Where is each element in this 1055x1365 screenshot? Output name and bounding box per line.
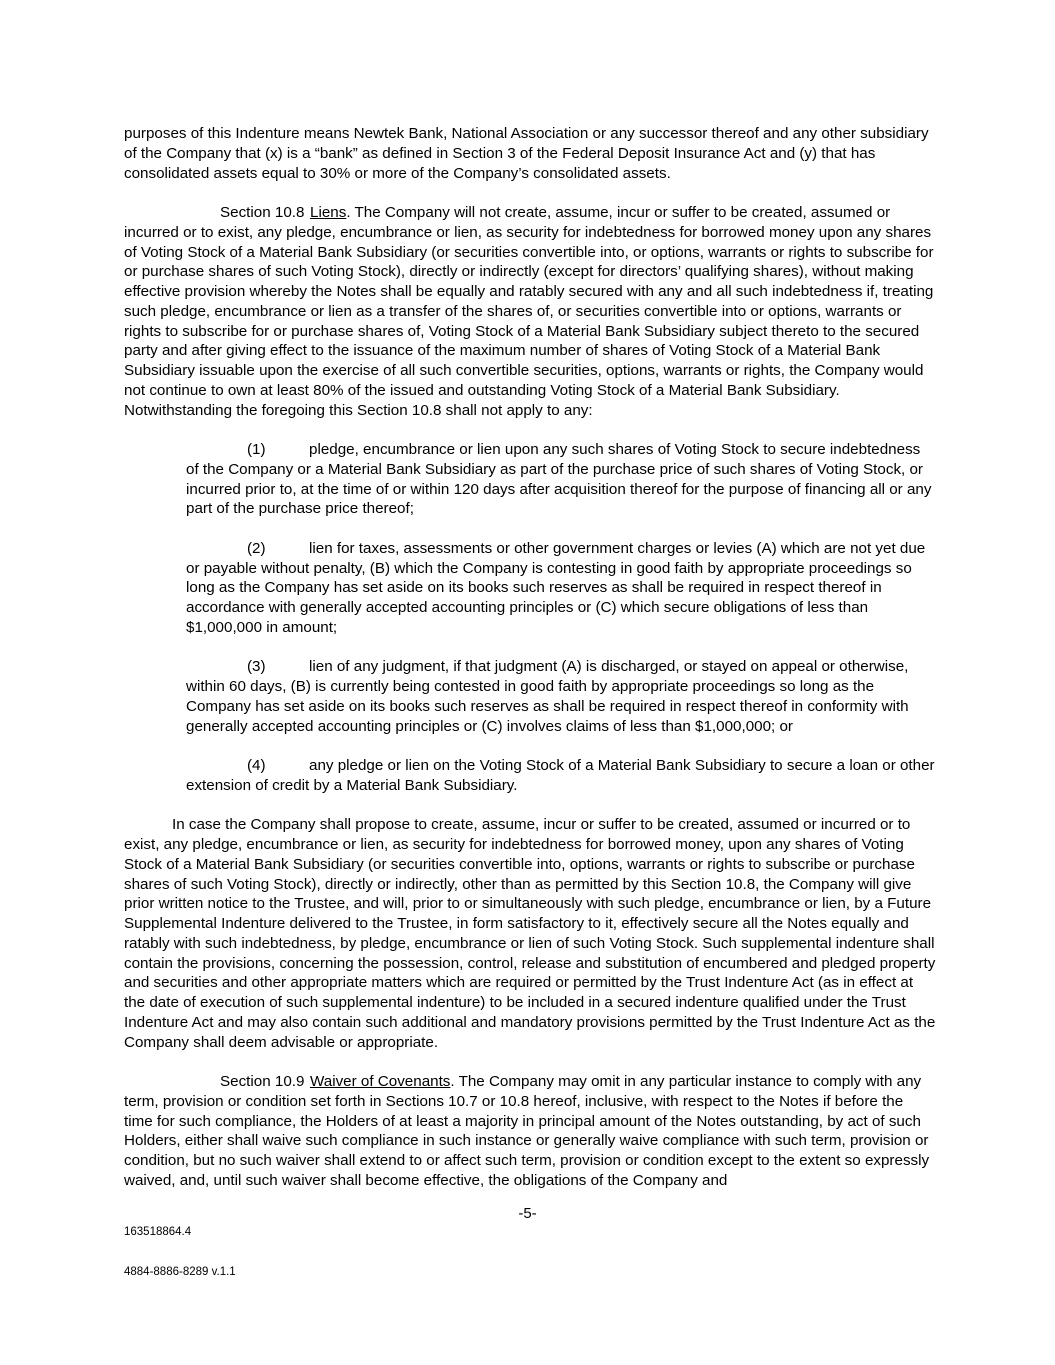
clause-3-number: (3) [247, 658, 266, 676]
section-10-8-title: Liens [310, 204, 347, 221]
clause-1 [186, 440, 936, 519]
clause-4 [186, 756, 936, 796]
clause-4-number: (4) [247, 757, 266, 774]
clause-3 [186, 657, 936, 736]
clause-4-text: any pledge or lien on the Voting Stock of a Material Bank Subsidiary to secure a loan or other extension of credit by a Material Bank Subsidiary. [186, 757, 935, 794]
document-version-id: 4884-8886-8289 v.1.1 [124, 1266, 236, 1278]
document-id: 163518864.4 [124, 1226, 192, 1238]
section-10-8-body: . The Company will not create, assume, incur or suffer to be created, assumed or incurred or to exist, any pledge, encumbrance or lien, as security for indebtedness for borrowed money upon any shares of Voting Stock of a Material Bank Subsidiary (or securities convertible into, or options, warrants or rights to subscribe for or purchase shares of such Voting Stock), directly or indirectly (except for directors’ qualifying shares), without making effective provision whereby the Notes shall be equally and ratably secured with any and all such indebtedness if, treating such pledge, encumbrance or lien as a transfer of the shares of, or securities convertible into or options, warrants or rights to subscribe for or purchase shares of, Voting Stock of a Material Bank Subsidiary subject thereto to the secured party and after giving effect to the issuance of the maximum number of shares of Voting Stock of a Material Bank Subsidiary issuable upon the exercise of all such convertible securities, options, warrants or rights, the Company would not continue to own at least 80% of the issued and outstanding Voting Stock of a Material Bank Subsidiary. Notwithstanding the foregoing this Section 10.8 shall not apply to any: [124, 204, 934, 419]
clause-1-text: pledge, encumbrance or lien upon any such shares of Voting Stock to secure indebtedness of the Company or a Material Bank Subsidiary as part of the purchase price of such shares of Voting Stock, or incurred prior to, at the time of or within 120 days after acquisition thereof for the purpose of financing all or any part of the purchase price thereof; [186, 441, 932, 518]
section-10-9-paragraph [124, 1072, 936, 1191]
page-number: -5- [518, 1205, 537, 1222]
in-case-paragraph: In case the Company shall propose to create, assume, incur or suffer to be created, assumed or incurred or to exist, any pledge, encumbrance or lien, as security for indebtedness for borrowed money, upon any shares of Voting Stock of a Material Bank Subsidiary (or securities convertible into, options, warrants or rights to subscribe or purchase shares of such Voting Stock), directly or indirectly, other than as permitted by this Section 10.8, the Company will give prior written notice to the Trustee, and will, prior to or simultaneously with such pledge, encumbrance or lien, by a Future Supplemental Indenture delivered to the Trustee, in form satisfactory to it, effectively secure all the Notes equally and ratably with such indebtedness, by pledge, encumbrance or lien of such Voting Stock. Such supplemental indenture shall contain the provisions, concerning the possession, control, release and substitution of encumbered and pledged property and securities and other appropriate matters which are required or permitted by the Trust Indenture Act (as in effect at the date of execution of such supplemental indenture) to be included in a secured indenture qualified under the Trust Indenture Act and may also contain such additional and mandatory provisions permitted by the Trust Indenture Act as the Company shall deem advisable or appropriate. [124, 816, 936, 1051]
section-10-9-number: Section 10.9 [220, 1073, 305, 1090]
intro-paragraph: purposes of this Indenture means Newtek Bank, National Association or any successor thereof and any other subsidiary of the Company that (x) is a “bank” as defined in Section 3 of the Federal Deposit Insurance Act and (y) that has consolidated assets equal to 30% or more of the Company’s consolidated assets. [124, 125, 929, 182]
section-10-9-body: . The Company may omit in any particular instance to comply with any term, provision or condition set forth in Sections 10.7 or 10.8 hereof, inclusive, with respect to the Notes if before the time for such compliance, the Holders of at least a majority in principal amount of the Notes outstanding, by act of such Holders, either shall waive such compliance in such instance or generally waive compliance with such term, provision or condition, but no such waiver shall extend to or affect such term, provision or condition except to the extent so expressly waived, and, until such waiver shall become effective, the obligations of the Company and [124, 1073, 930, 1189]
clause-3-text: lien of any judgment, if that judgment (A) is discharged, or stayed on appeal or otherwise, within 60 days, (B) is currently being contested in good faith by appropriate proceedings so long as the Company has set aside on its books such reserves as shall be required in respect thereof in conformity with generally accepted accounting principles or (C) involves claims of less than $1,000,000; or [186, 658, 909, 735]
section-10-8-number: Section 10.8 [220, 204, 305, 221]
clause-1-number: (1) [247, 441, 266, 458]
section-10-8-paragraph [124, 203, 936, 420]
clause-2-text: lien for taxes, assessments or other government charges or levies (A) which are not yet due or payable without penalty, (B) which the Company is contesting in good faith by appropriate proceedings so long as the Company has set aside on its books such reserves as shall be required in respect thereof in accordance with generally accepted accounting principles or (C) which secure obligations of less than $1,000,000 in amount; [186, 539, 926, 636]
clause-2 [186, 539, 936, 638]
body-text [124, 124, 936, 1210]
section-10-9-title: Waiver of Covenants [310, 1073, 451, 1090]
clause-2-number: (2) [247, 539, 266, 557]
